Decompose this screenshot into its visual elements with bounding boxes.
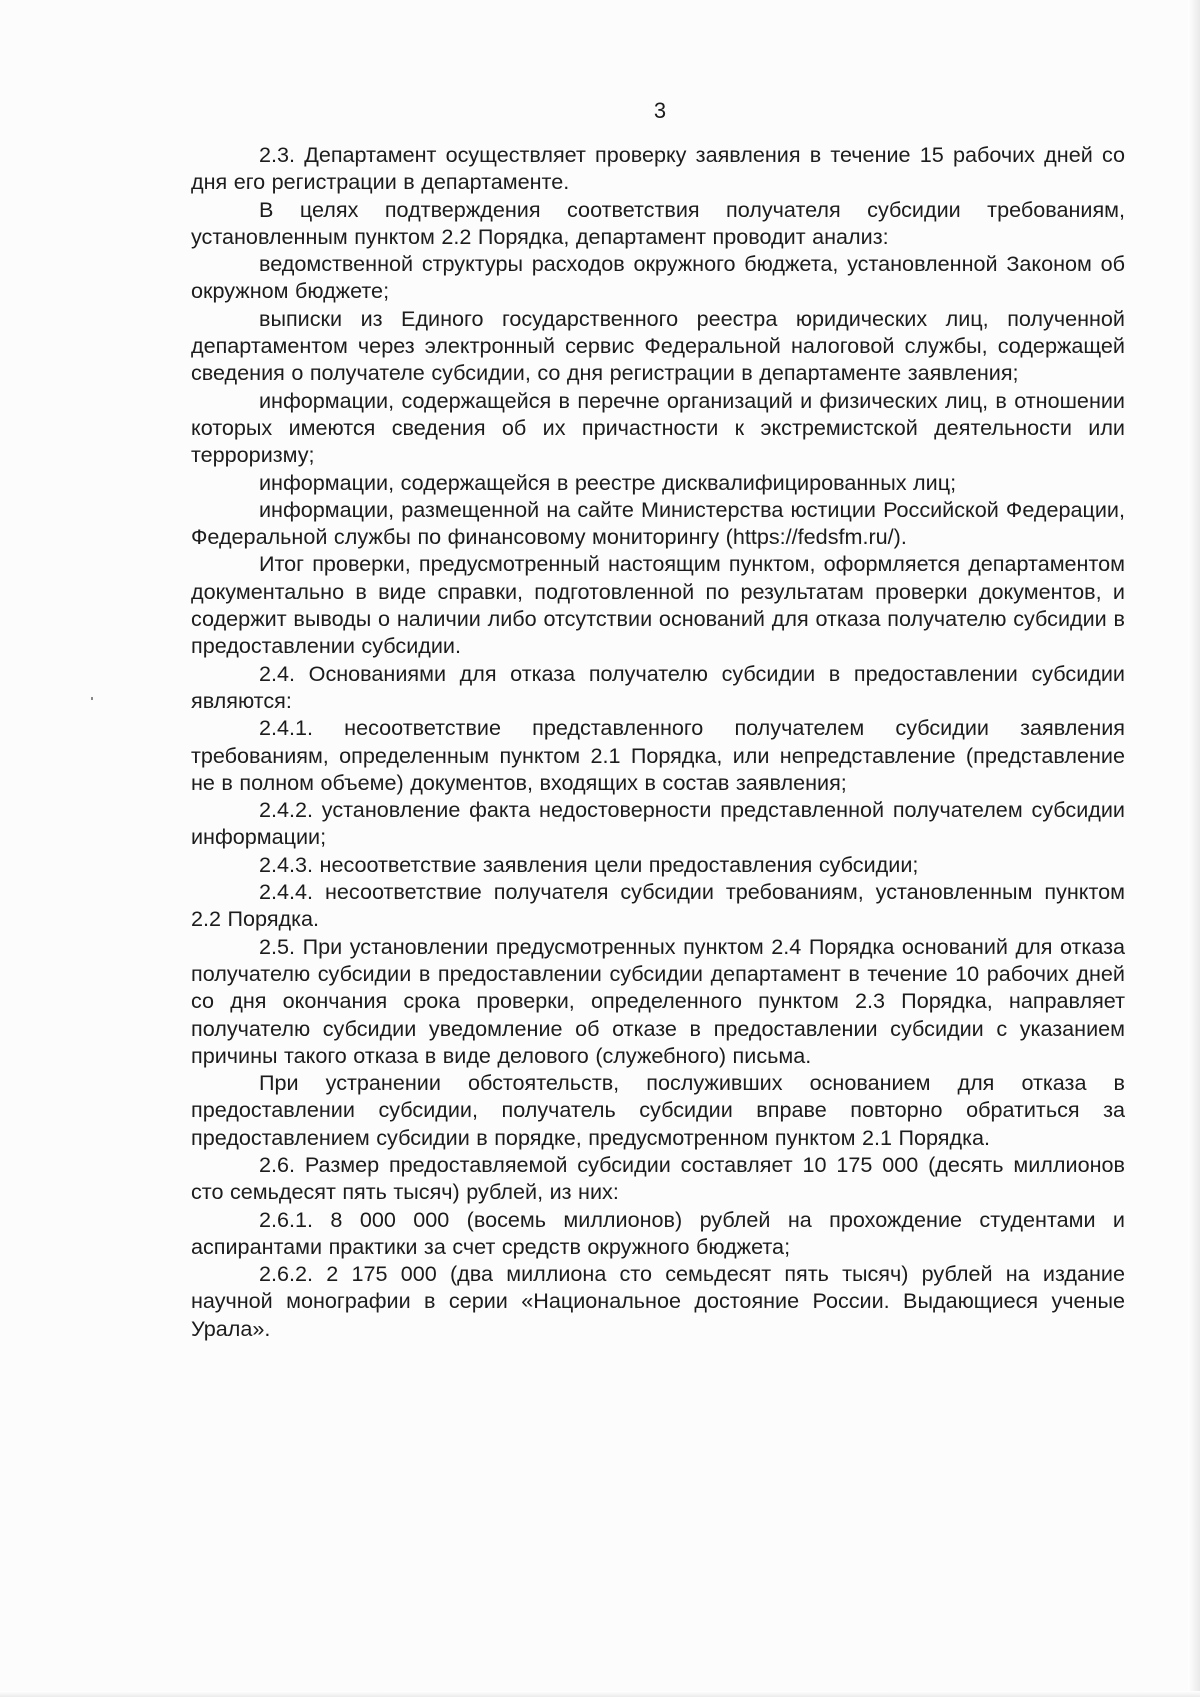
page-number: 3 bbox=[653, 98, 667, 123]
paragraph-2-4-1: 2.4.1. несоответствие представленного получателем субсидии заявления требованиям, определенным пунктом 2.1 Порядка, или непредставление (представление не в полном объеме) документов, входящих в состав заявления; bbox=[191, 715, 1125, 795]
paragraph-2-4-3: 2.4.3. несоответствие заявления цели предоставления субсидии; bbox=[259, 851, 919, 877]
paragraph-2-4-4: 2.4.4. несоответствие получателя субсидии требованиям, установленным пунктом 2.2 Порядка. bbox=[191, 879, 1125, 932]
paragraph-analysis-intro: В целях подтверждения соответствия получателя субсидии требованиям, установленным пунктом 2.2 Порядка, департамент проводит анализ: bbox=[191, 196, 1125, 249]
paragraph-2-4-2: 2.4.2. установление факта недостоверности представленной получателем субсидии информации; bbox=[191, 797, 1125, 850]
paragraph-2-6: 2.6. Размер предоставляемой субсидии составляет 10 175 000 (десять миллионов сто семьдесят пять тысяч) рублей, из них: bbox=[191, 1151, 1125, 1205]
paragraph-disqualified-registry: информации, содержащейся в реестре дисквалифицированных лиц; bbox=[259, 469, 957, 495]
paragraph-2-4: 2.4. Основаниями для отказа получателю субсидии в предоставлении субсидии являются: bbox=[191, 660, 1125, 713]
paragraph-check-result: Итог проверки, предусмотренный настоящим пунктом, оформляется департаментом документально в виде справки, подготовленной по результатам проверки документов, и содержит выводы о наличии либо отсутствии оснований для отказа получателю субсидии в предоставлении субсидии. bbox=[191, 551, 1125, 659]
scan-right-edge bbox=[1188, 0, 1200, 1697]
paragraph-ministry-website: информации, размещенной на сайте Министерства юстиции Российской Федерации, Федеральной службы по финансовому мониторингу (https://fedsfm.ru/). bbox=[191, 496, 1125, 550]
paragraph-budget-structure: ведомственной структуры расходов окружного бюджета, установленной Законом об окружном бюджете; bbox=[191, 251, 1125, 304]
paragraph-2-3: 2.3. Департамент осуществляет проверку заявления в течение 15 рабочих дней со дня его регистрации в департаменте. bbox=[191, 142, 1125, 195]
paragraph-reapply: При устранении обстоятельств, послуживших основанием для отказа в предоставлении субсидии, получатель субсидии вправе повторно обратиться за предоставлением субсидии в порядке, предусмотренном пунктом 2.1 Порядка. bbox=[191, 1070, 1125, 1150]
scan-bottom-edge bbox=[0, 1691, 1200, 1697]
paragraph-2-5: 2.5. При установлении предусмотренных пунктом 2.4 Порядка оснований для отказа получателю субсидии в предоставлении субсидии департамент в течение 10 рабочих дней со дня окончания срока проверки, определенного пунктом 2.3 Порядка, направляет получателю субсидии уведомление об отказе в предоставлении субсидии с указанием причины такого отказа в виде делового (служебного) письма. bbox=[191, 933, 1125, 1068]
document-body bbox=[191, 141, 1125, 1342]
paragraph-egrul-extract: выписки из Единого государственного реестра юридических лиц, полученной департаментом через электронный сервис Федеральной налоговой службы, содержащей сведения о получателе субсидии, со дня регистрации в департаменте заявления; bbox=[191, 305, 1125, 386]
paragraph-2-6-1: 2.6.1. 8 000 000 (восемь миллионов) рублей на прохождение студентами и аспирантами практики за счет средств окружного бюджета; bbox=[191, 1206, 1125, 1259]
paragraph-2-6-2: 2.6.2. 2 175 000 (два миллиона сто семьдесят пять тысяч) рублей на издание научной монографии в серии «Национальное достояние России. Выдающиеся ученые Урала». bbox=[191, 1261, 1125, 1341]
scan-speck bbox=[91, 697, 93, 700]
paragraph-extremism-list: информации, содержащейся в перечне организаций и физических лиц, в отношении которых имеются сведения об их причастности к экстремистской деятельности или терроризму; bbox=[191, 387, 1125, 468]
